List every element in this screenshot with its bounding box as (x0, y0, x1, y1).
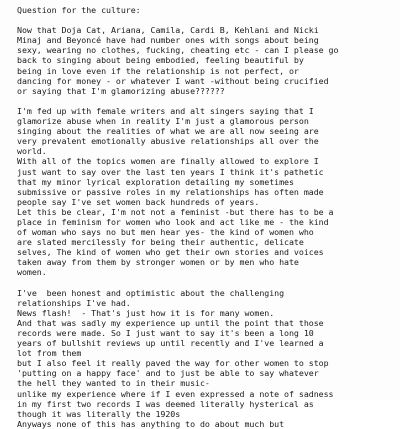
text-line: women. (17, 267, 47, 278)
text-line: With all of the topics women are finally allowed to explore I (17, 156, 319, 167)
text-line: that my minor lyrical exploration detailing my sometimes (17, 176, 294, 187)
text-line: but I also feel it really paved the way for other women to stop (17, 358, 329, 369)
text-line: in my first two records I was deemed literally hysterical as (17, 398, 314, 409)
text-line: very prevalent emotionally abusive relationships all over the (17, 136, 319, 147)
text-line: I'm fed up with female writers and alt singers saying that I (17, 105, 314, 116)
text-line: 'putting on a happy face' and to just be able to say whatever (17, 368, 319, 379)
text-line: singing about the realities of what we are all now seeing are (17, 126, 319, 137)
text-line: being in love even if the relationship is not perfect, or (17, 65, 299, 76)
text-line: sexy, wearing no clothes, fucking, cheating etc - can I please go (17, 45, 339, 56)
text-line: glamorize abuse when in reality I'm just a glamorous person (17, 116, 309, 127)
text-line: just want to say over the last ten years I think it's pathetic (17, 166, 324, 177)
text-line: Minaj and Beyoncé have had number ones with songs about being (17, 35, 319, 46)
text-line: selves, The kind of women who get their own stories and voices (17, 247, 324, 258)
text-line: records were made. So I just want to say it's been a long 10 (17, 328, 314, 338)
text-line: Now that Doja Cat, Ariana, Camila, Cardi B, Kehlani and Nicki (17, 25, 319, 36)
text-line: unlike my experience where if I even expressed a note of sadness (17, 388, 334, 399)
text-line: years of bullshit reviews up until recently and I've learned a (17, 338, 324, 349)
text-line: of woman who says no but men hear yes- the kind of women who (17, 227, 314, 238)
text-line: submissive or passive roles in my relationships has often made (17, 186, 324, 197)
text-line: the hell they wanted to in their music- (17, 378, 210, 389)
text-line: lot from them (17, 348, 82, 359)
text-line: Let this be clear, I'm not not a feminist -but there has to be a (17, 206, 334, 217)
text-line (17, 96, 393, 106)
text-line (17, 15, 393, 25)
text-line: taken away from them by stronger women or by men who hate (17, 257, 299, 268)
text-line: place in feminism for women who look and act like me - the kind (17, 216, 329, 227)
text-line: world. (17, 146, 47, 157)
statement-text (17, 5, 393, 429)
text-line: relationships I've had. (17, 297, 131, 308)
text-line: are slated mercilessly for being their authentic, delicate (17, 237, 304, 248)
text-line: And that was sadly my experience up until the point that those (17, 317, 324, 328)
text-line: or saying that I'm glamorizing abuse?????? (17, 85, 225, 96)
text-line: News flash! - That's just how it is for many women. (17, 307, 275, 318)
text-line: though it was literally the 1920s (17, 408, 181, 419)
text-line: I've been honest and optimistic about the challenging (17, 287, 285, 298)
text-line: Question for the culture: (17, 5, 141, 15)
text-line: people say I've set women back hundreds of years. (17, 196, 260, 207)
text-line: Anyways none of this has anything to do about much but (17, 418, 285, 429)
text-line: dancing for money - or whatever I want -without being crucified (17, 75, 329, 86)
text-line: back to singing about being embodied, feeling beautiful by (17, 55, 304, 66)
text-line (17, 278, 393, 288)
